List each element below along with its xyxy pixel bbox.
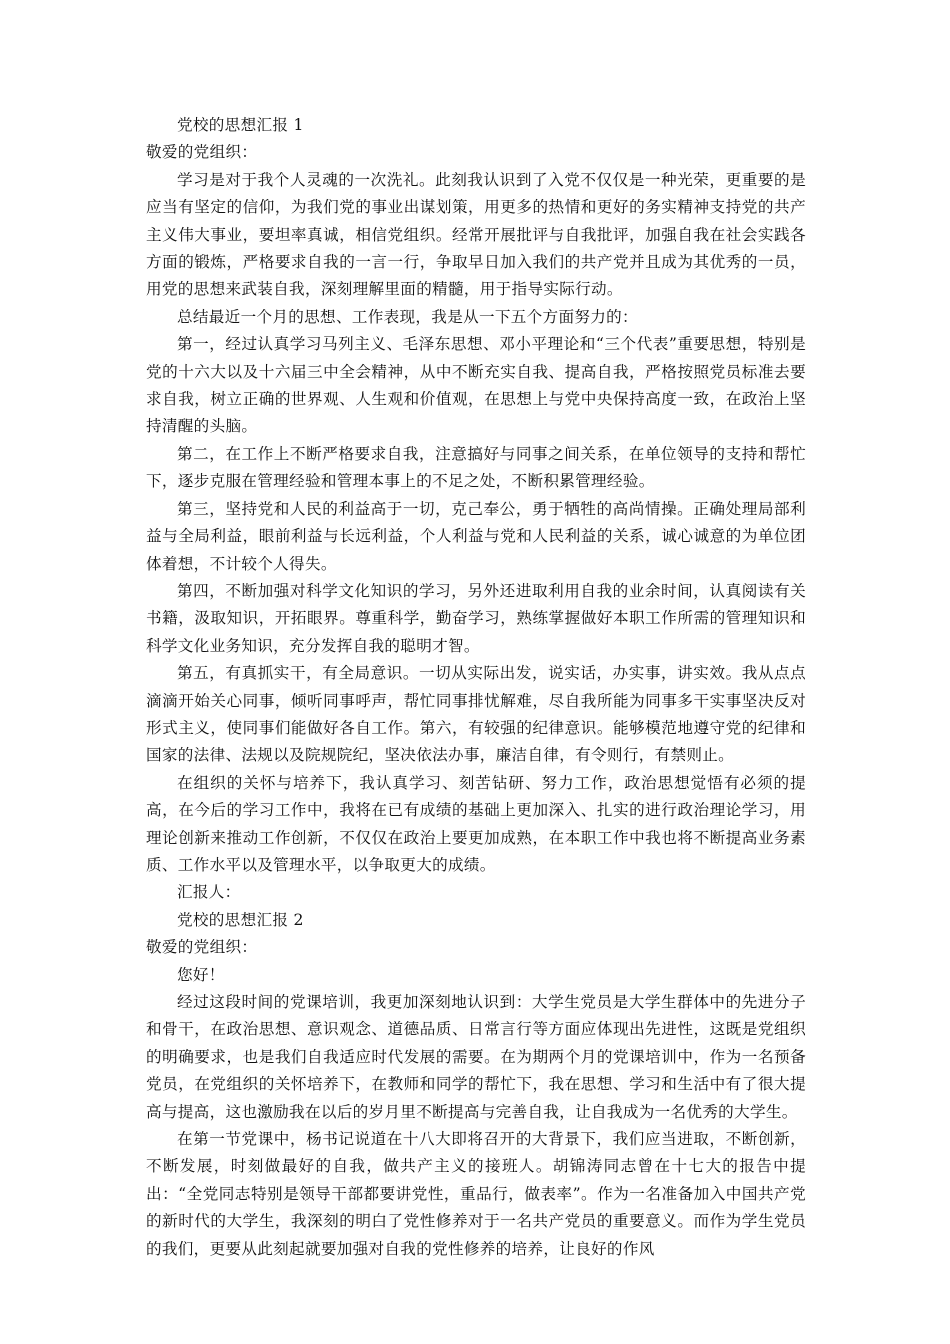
- report-1-paragraph: 第一，经过认真学习马列主义、毛泽东思想、邓小平理论和“三个代表”重要思想，特别是党的十六大以及十六届三中全会精神，从中不断充实自我、提高自我，严格按照党员标准去要求自我，树立正确的世界观、人生观和价值观，在思想上与党中央保持高度一致，在政治上坚持清醒的头脑。: [146, 335, 806, 436]
- report-1-paragraph: 第四，不断加强对科学文化知识的学习，另外还进取利用自我的业余时间，认真阅读有关书籍，汲取知识，开拓眼界。尊重科学，勤奋学习，熟练掌握做好本职工作所需的管理知识和科学文化业务知识，充分发挥自我的聪明才智。: [146, 581, 806, 655]
- report-1-paragraph: 总结最近一个月的思想、工作表现，我是从一下五个方面努力的：: [177, 307, 638, 326]
- report-2-greeting: 您好！: [177, 965, 225, 984]
- report-1-paragraph: 第三，坚持党和人民的利益高于一切，克己奉公，勇于牺牲的高尚情操。正确处理局部利益与全局利益，眼前利益与长远利益，个人利益与党和人民利益的关系，诚心诚意的为单位团体着想，不计较个人得失。: [146, 499, 806, 573]
- report-2-paragraph: 在第一节党课中，杨书记说道在十八大即将召开的大背景下，我们应当进取，不断创新，不断发展，时刻做最好的自我，做共产主义的接班人。胡锦涛同志曾在十七大的报告中提出：“全党同志特别是领导干部都要讲党性，重品行，做表率”。作为一名准备加入中国共产党的新时代的大学生，我深刻的明白了党性修养对于一名共产党员的重要意义。而作为学生党员的我们，更要从此刻起就要加强对自我的党性修养的培养，让良好的作风: [146, 1130, 806, 1258]
- report-1-salutation: 敬爱的党组织：: [146, 143, 258, 162]
- report-2-title: 党校的思想汇报 2: [177, 910, 304, 929]
- document-page: [146, 112, 806, 1263]
- report-1-paragraph: 学习是对于我个人灵魂的一次洗礼。此刻我认识到了入党不仅仅是一种光荣，更重要的是应当有坚定的信仰，为我们党的事业出谋划策，用更多的热情和更好的务实精神支持党的共产主义伟大事业，要坦率真诚，相信党组织。经常开展批评与自我批评，加强自我在社会实践各方面的锻炼，严格要求自我的一言一行，争取早日加入我们的共产党并且成为其优秀的一员，用党的思想来武装自我，深刻理解里面的精髓，用于指导实际行动。: [146, 170, 806, 299]
- report-1-paragraph: 第二，在工作上不断严格要求自我，注意搞好与同事之间关系，在单位领导的支持和帮忙下，逐步克服在管理经验和管理本事上的不足之处，不断积累管理经验。: [146, 444, 806, 491]
- report-1-paragraph: 第五，有真抓实干，有全局意识。一切从实际出发，说实话，办实事，讲实效。我从点点滴滴开始关心同事，倾听同事呼声，帮忙同事排忧解难，尽自我所能为同事多干实事坚决反对形式主义，使同事们能做好各自工作。第六，有较强的纪律意识。能够模范地遵守党的纪律和国家的法律、法规以及院规院纪，坚决依法办事，廉洁自律，有令则行，有禁则止。: [146, 664, 806, 765]
- report-1-paragraph: 在组织的关怀与培养下，我认真学习、刻苦钻研、努力工作，政治思想觉悟有必须的提高，在今后的学习工作中，我将在已有成绩的基础上更加深入、扎实的进行政治理论学习，用理论创新来推动工作创新，不仅仅在政治上要更加成熟，在本职工作中我也将不断提高业务素质、工作水平以及管理水平，以争取更大的成绩。: [146, 773, 806, 874]
- report-1-title: 党校的思想汇报 1: [177, 116, 304, 134]
- report-2-paragraph: 经过这段时间的党课培训，我更加深刻地认识到：大学生党员是大学生群体中的先进分子和骨干，在政治思想、意识观念、道德品质、日常言行等方面应体现出先进性，这既是党组织的明确要求，也是我们自我适应时代发展的需要。在为期两个月的党课培训中，作为一名预备党员，在党组织的关怀培养下，在教师和同学的帮忙下，我在思想、学习和生活中有了很大提高与提高，这也激励我在以后的岁月里不断提高与完善自我，让自我成为一名优秀的大学生。: [146, 993, 806, 1121]
- report-1-signature: 汇报人：: [177, 883, 241, 902]
- report-2-salutation: 敬爱的党组织：: [146, 938, 258, 957]
